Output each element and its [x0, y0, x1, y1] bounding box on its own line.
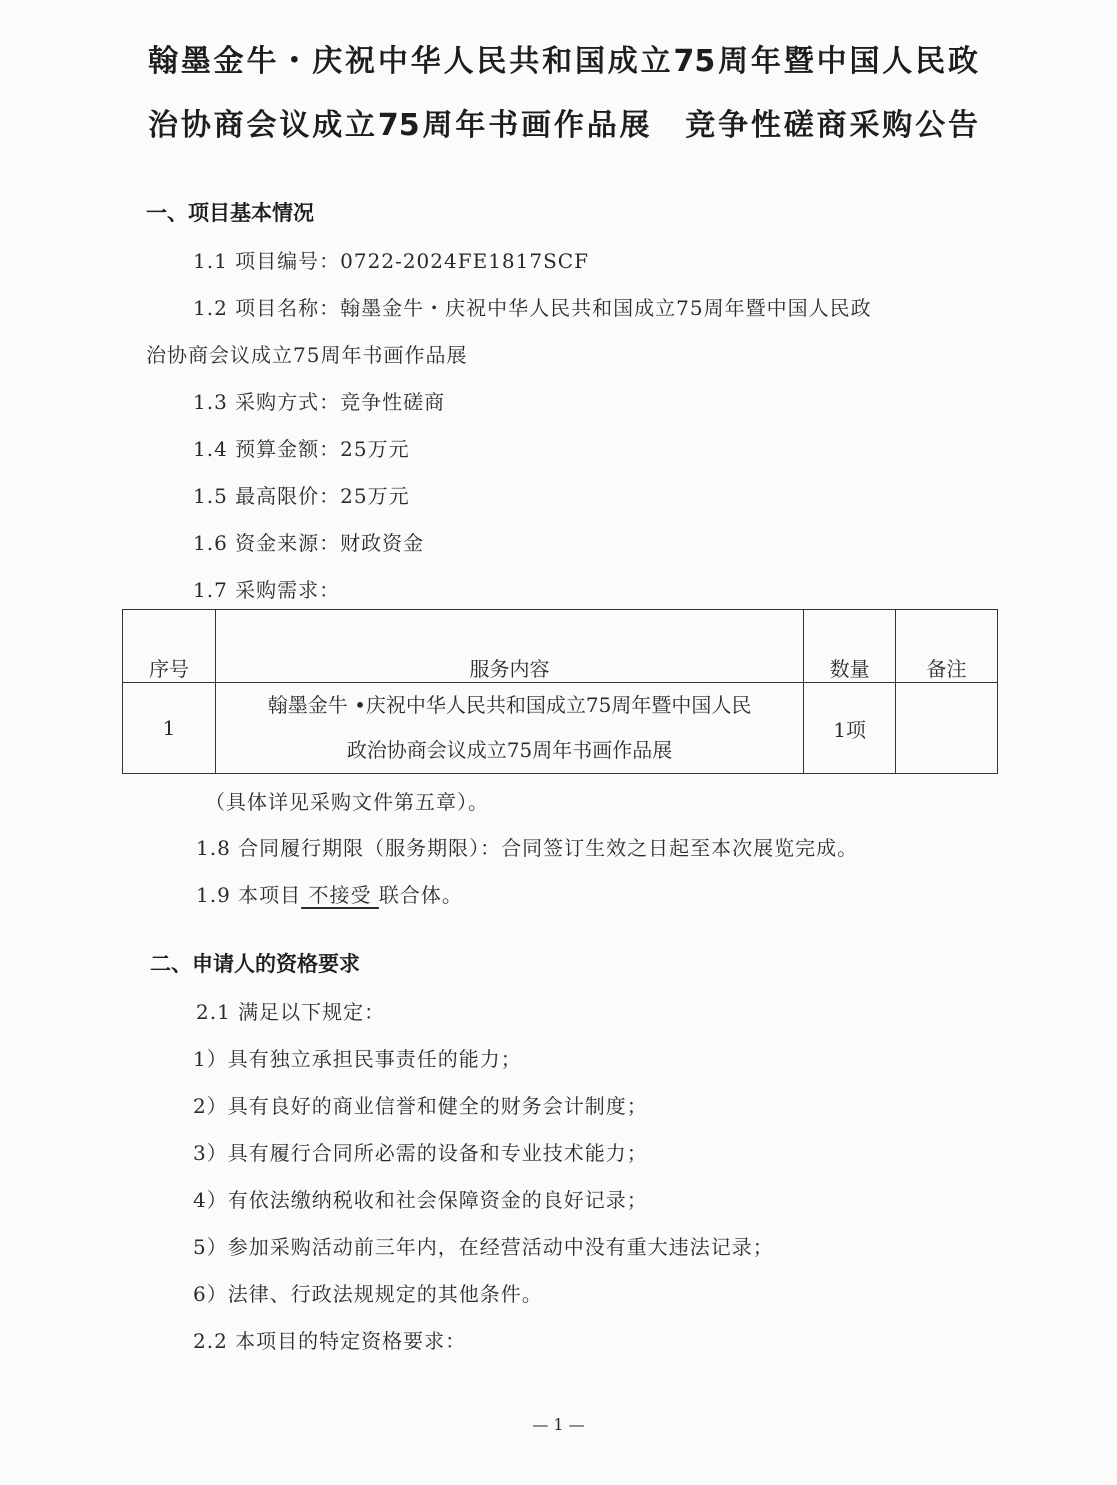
- cell-index: 1: [123, 683, 216, 774]
- fund-source: 1.6 资金来源：财政资金: [193, 531, 425, 555]
- table-header-row: [123, 610, 998, 683]
- project-number: 1.1 项目编号：0722-2024FE1817SCF: [193, 249, 589, 273]
- general-requirements-label: 2.1 满足以下规定：: [196, 1000, 386, 1024]
- section-1-heading: 一、项目基本情况: [146, 201, 314, 225]
- section-2-heading: 二、申请人的资格要求: [150, 952, 360, 976]
- list-item: 2）具有良好的商业信誉和健全的财务会计制度；: [193, 1094, 648, 1118]
- list-item: 6）法律、行政法规规定的其他条件。: [193, 1282, 543, 1306]
- header-index: 序号: [123, 610, 216, 683]
- cell-content-line-1: 翰墨金牛 •庆祝中华人民共和国成立75周年暨中国人民: [267, 693, 752, 717]
- table-note: （具体详见采购文件第五章）。: [205, 790, 489, 814]
- table-row: [123, 683, 998, 774]
- list-item: 4）有依法缴纳税收和社会保障资金的良好记录；: [193, 1188, 648, 1212]
- requirements-table: [122, 609, 998, 774]
- joint-venture-value: 不接受: [308, 883, 372, 907]
- header-content: 服务内容: [215, 610, 803, 683]
- header-quantity: 数量: [804, 610, 896, 683]
- cell-content: [215, 683, 803, 774]
- joint-venture-policy: [196, 879, 463, 908]
- header-note: 备注: [896, 610, 998, 683]
- cell-content-line-2: 政治协商会议成立75周年书画作品展: [346, 738, 673, 762]
- project-name-line-2: 治协商会议成立75周年书画作品展: [146, 343, 468, 367]
- project-name-line-1: 1.2 项目名称：翰墨金牛・庆祝中华人民共和国成立75周年暨中国人民政: [193, 296, 872, 320]
- joint-venture-prefix: 1.9 本项目: [196, 883, 302, 907]
- max-price: 1.5 最高限价：25万元: [193, 484, 410, 508]
- procurement-needs-label: 1.7 采购需求：: [193, 578, 341, 602]
- contract-period: 1.8 合同履行期限（服务期限）：合同签订生效之日起至本次展览完成。: [196, 836, 859, 860]
- list-item: 1）具有独立承担民事责任的能力；: [193, 1047, 522, 1071]
- list-item: 3）具有履行合同所必需的设备和专业技术能力；: [193, 1141, 648, 1165]
- specific-requirements-label: 2.2 本项目的特定资格要求：: [193, 1329, 467, 1353]
- joint-venture-suffix: 联合体。: [378, 883, 463, 907]
- list-item: 5）参加采购活动前三年内，在经营活动中没有重大违法记录；: [193, 1235, 774, 1259]
- document-title: [148, 30, 978, 158]
- cell-quantity: 1项: [804, 683, 896, 774]
- procurement-method: 1.3 采购方式：竞争性磋商: [193, 390, 446, 414]
- title-line-1: 翰墨金牛・庆祝中华人民共和国成立75周年暨中国人民政: [148, 44, 978, 79]
- page-number: — 1 —: [532, 1415, 585, 1434]
- budget-amount: 1.4 预算金额：25万元: [193, 437, 410, 461]
- cell-note: [896, 683, 998, 774]
- title-line-2: 治协商会议成立75周年书画作品展 竞争性磋商采购公告: [148, 108, 978, 143]
